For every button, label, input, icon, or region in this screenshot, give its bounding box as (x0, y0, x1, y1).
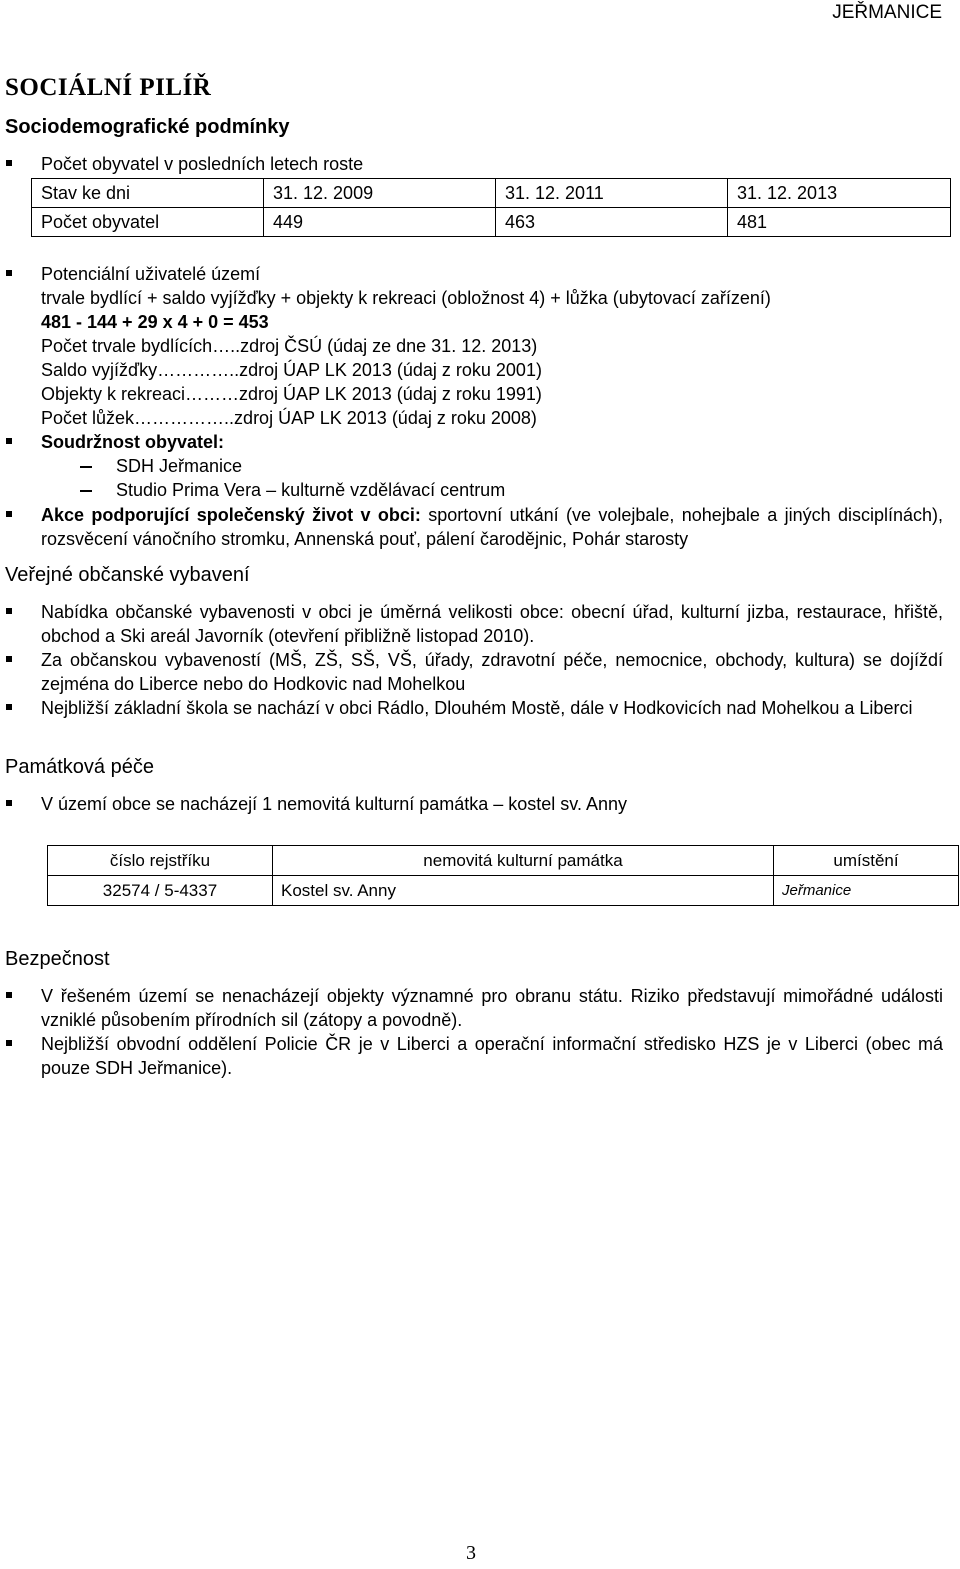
bullet-icon (6, 438, 12, 444)
bullet-icon (6, 656, 12, 662)
bullet-icon (6, 511, 12, 517)
heritage-intro: V území obce se nacházejí 1 nemovitá kulturní památka – kostel sv. Anny (41, 794, 627, 814)
heritage-heading: Památková péče (5, 756, 154, 778)
table-row (32, 208, 951, 237)
table-cell: 463 (496, 208, 728, 237)
column-header: umístění (774, 846, 959, 876)
table-row (32, 179, 951, 208)
civic-heading: Veřejné občanské vybavení (5, 564, 250, 586)
events-text: sportovní utkání (ve volejbale, nohejbale a jiných disciplínách), rozsvěcení vánočního stromku, Annenská pouť, pálení čarodějnic, Pohár starosty (41, 505, 943, 549)
civic-item: Nejbližší základní škola se nachází v obci Rádlo, Dlouhém Mostě, dále v Hodkovicích nad Mohelkou a Liberci (41, 698, 913, 718)
bullet-icon (6, 992, 12, 998)
safety-item: V řešeném území se nenacházejí objekty významné pro obranu státu. Riziko představují mimořádné události vzniklé působením přírodních sil (zátopy a povodně). (41, 986, 943, 1030)
bullet-icon (6, 1040, 12, 1046)
table-cell: Jeřmanice (774, 876, 959, 906)
bullet-icon (6, 704, 12, 710)
users-formula: trvale bydlící + saldo vyjížďky + objekty k rekreaci (obložnost 4) + lůžka (ubytovací zařízení) (41, 288, 771, 308)
table-cell: 31. 12. 2013 (728, 179, 951, 208)
table-cell: Počet obyvatel (32, 208, 264, 237)
events-label: Akce podporující společenský život v obci: (41, 505, 421, 525)
table-cell: 31. 12. 2009 (264, 179, 496, 208)
bullet-icon (6, 160, 12, 166)
source-line: Počet lůžek……………..zdroj ÚAP LK 2013 (údaj z roku 2008) (41, 408, 537, 428)
monument-table (47, 845, 959, 906)
civic-item: Nabídka občanské vybavenosti v obci je úměrná velikosti obce: obecní úřad, kulturní jizba, restaurace, hřiště, obchod a Ski areál Javorník (otevření přibližně listopad 2010). (41, 602, 943, 646)
users-title: Potenciální uživatelé území (41, 264, 261, 284)
safety-item: Nejbližší obvodní oddělení Policie ČR je v Liberci a operační informační středisko HZS je v Liberci (obec má pouze SDH Jeřmanice). (41, 1034, 943, 1078)
table-cell: 481 (728, 208, 951, 237)
bullet-icon (6, 608, 12, 614)
page-title: SOCIÁLNÍ PILÍŘ (5, 74, 212, 101)
table-header-row (48, 846, 959, 876)
cohesion-item: Studio Prima Vera – kulturně vzdělávací centrum (116, 480, 506, 500)
events-paragraph (41, 503, 943, 551)
page-number: 3 (466, 1542, 476, 1564)
table-cell: 32574 / 5-4337 (48, 876, 273, 906)
table-cell: Stav ke dni (32, 179, 264, 208)
table-cell: 449 (264, 208, 496, 237)
cohesion-item: SDH Jeřmanice (116, 456, 243, 476)
sociodemo-heading: Sociodemografické podmínky (5, 116, 290, 138)
source-line: Saldo vyjížďky…………..zdroj ÚAP LK 2013 (údaj z roku 2001) (41, 360, 542, 380)
bullet-icon (6, 800, 12, 806)
table-cell: Kostel sv. Anny (273, 876, 774, 906)
source-line: Objekty k rekreaci………zdroj ÚAP LK 2013 (údaj z roku 1991) (41, 384, 542, 404)
bullet-icon (6, 270, 12, 276)
table-cell: 31. 12. 2011 (496, 179, 728, 208)
source-line: Počet trvale bydlících…..zdroj ČSÚ (údaj ze dne 31. 12. 2013) (41, 336, 538, 356)
dash-icon (80, 490, 92, 492)
table-row (48, 876, 959, 906)
population-intro: Počet obyvatel v posledních letech roste (41, 154, 364, 174)
column-header: číslo rejstříku (48, 846, 273, 876)
column-header: nemovitá kulturní památka (273, 846, 774, 876)
civic-item: Za občanskou vybaveností (MŠ, ZŠ, SŠ, VŠ, úřady, zdravotní péče, nemocnice, obchody, kultura) se dojíždí zejména do Liberce nebo do Hodkovic nad Mohelkou (41, 650, 943, 694)
users-calc: 481 - 144 + 29 x 4 + 0 = 453 (41, 312, 269, 332)
population-table (31, 178, 951, 237)
running-header: JEŘMANICE (832, 2, 942, 23)
dash-icon (80, 466, 92, 468)
cohesion-label: Soudržnost obyvatel: (41, 432, 225, 452)
safety-heading: Bezpečnost (5, 948, 110, 970)
